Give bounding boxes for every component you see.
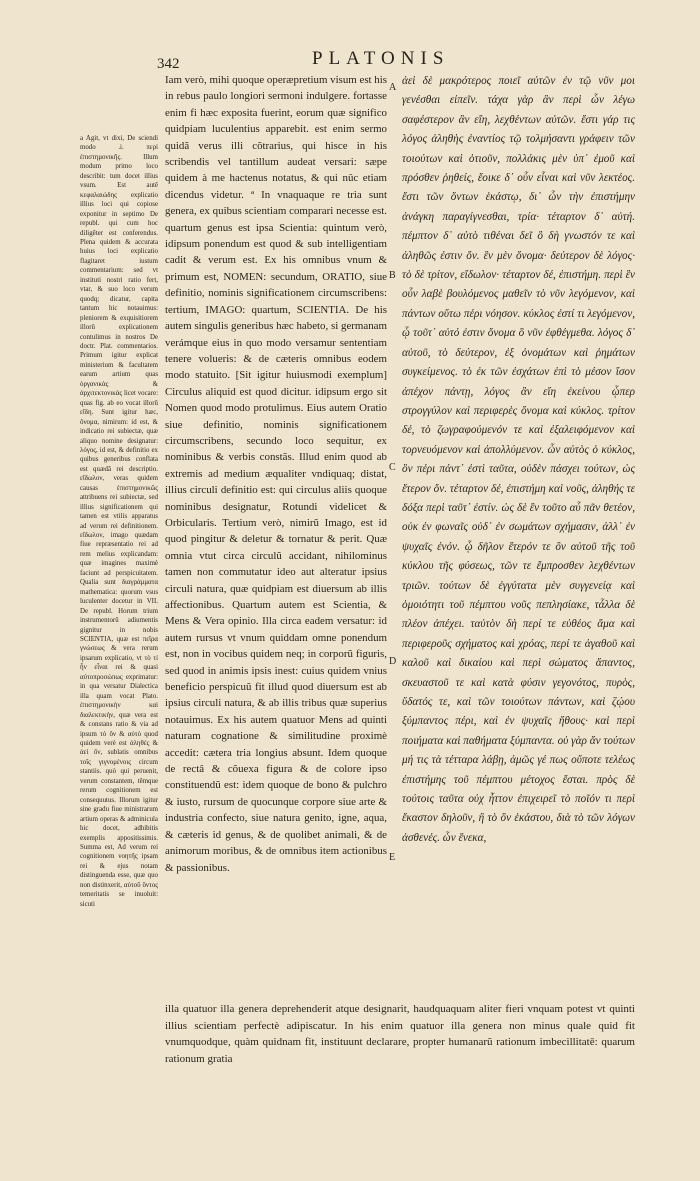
margin-note-text: a Agit, vt dixi, De sciendi modo .i. περὶ ἐπιστημονικῆς. Illum modum primo loco describit: tum docet illius vsum. Est autē κεφαλαιώδης explicatio illius loci qui copiose exponitur in septimo De republ. qui cum hoc diligēter est conferendus. Plena quidem & accurata huius loci explicatio flagitaret iustum commentarium: sed vt instituti nostri ratio fert, vtar, & suo loco verum quodq; dicatur, capita tantum hic notauimus: pleniorem & exquisitiorem illorũ explicationem contulimus in nostros De doctr. Plat. commentarios. Primum igitur explicat ministerium & facultatem earum artium quas ὀργανικὰς & ἀρχιτεκτονικὰς licet vocare: quas fig. ab eo vocat illorũ εἴδη. Sunt igitur hæc, ὄνομα, nimirum: id est, & indicatio rei subiectæ, quæ aliquo nomine designatur: λόγος, id est, & definitio ex quibus generibus conflata est quædā rei descriptio. εἴδωλον, veras quidem causas ἐπιστημονικῶς attribuens rei subiectæ, sed illius significationem qui tamen est vtilis apparatus ad verum rei definitionem. εἴδωλον, imago quædam fiue repræsentatio rei ad rem melius explicandam: quæ imagines maximè faciunt ad perspicuitatem. Qualia sunt διαγράμματα mathematica: quorum vsus luculenter docetur in VII. De republ. Horum trium instrumentorũ adiumentis gignitur in nobis SCIENTIA, quæ est πεῖρα γνώσεως & vera rerum ipsarum explicatio, vt τὸ τί ἦν εἶναι rei & quasi αὐτοπροσώπως exprimatur: in qua versatur Dialectica illa quam vocat Plato. ἐπιστημονικὴν καὶ διαλεκτικήν, quæ vera est & constans ratio & via ad ipsum τὸ ὄν & αὐτὸ quod quidem verè est ἀληθὲς & ἀεὶ ὂν, sublatis omnibus τοῖς γιγνομένοις circum stantiis. quò qui peruenit, verum constantem, tēmque rerum cognitionem est consequutus. Illorum igitur sine gradu fiue ministrarum artium operas & adminicula hic docet, adhibitis exemplis appositissimis. Summa est, Ad verum rei cognitionem νοητῆς ipsam rei & ejus notam distinguenda esse, quæ quo non distinxerit, αὐτοῦ ὄντος temeritatis se inuoluit: sicuti (80, 135, 158, 908)
section-marker-b: B (389, 270, 396, 281)
bottom-text-block (165, 1001, 635, 1068)
greek-text: ἀεὶ δὲ μακρότερος ποιεῖ αὐτῶν ἐν τῷ νῦν μοι γενέσθαι εἰπεῖν. τάχα γὰρ ἂν περὶ ὧν λέγω σαφέστερον ἂν εἴη, λεχθέντων αὐτῶν. ἔστι γάρ τις λόγος ἀληθὴς ἐναντίος τῷ τολμήσαντι γράφειν τῶν τοιούτων καὶ ὁτιοῦν, πολλάκις μὲν ὑπ᾽ ἐμοῦ καὶ πρόσθεν ῥηθείς, ἔοικε δ᾽ οὖν εἶναι καὶ νῦν λεκτέος. ἔστι τῶν ὄντων ἑκάστῳ, δι᾽ ὧν τὴν ἐπιστήμην ἀνάγκη παραγίγνεσθαι, τρία· τέταρτον δ᾽ αὐτή. πέμπτον δ᾽ αὐτὸ τιθέναι δεῖ ὃ δὴ γνωστόν τε καὶ ἀληθῶς ἐστιν ὄν. ἓν μὲν ὄνομα· δεύτερον δὲ λόγος· τὸ δὲ τρίτον, εἴδωλον· τέταρτον δέ, ἐπιστήμη. περὶ ἓν οὖν λαβὲ βουλόμενος μαθεῖν τὸ νῦν λεγόμενον, καὶ πάντων οὕτω πέρι νόησον. κύκλος ἐστί τι λεγόμενον, ᾧ τοῦτ᾽ αὐτό ἐστιν ὄνομα ὃ νῦν ἐφθέγμεθα. λόγος δ᾽ αὐτοῦ, τὸ δεύτερον, ἐξ ὀνομάτων καὶ ῥημάτων συγκείμενος. τὸ ἐκ τῶν ἐσχάτων ἐπὶ τὸ μέσον ἴσον ἀπέχον πάντῃ, λόγος ἂν εἴη ἐκείνου ᾧπερ στρογγύλον καὶ περιφερὲς ὄνομα καὶ κύκλος. τρίτον δέ, τὸ ζωγραφούμενόν τε καὶ ἐξαλειφόμενον καὶ τορνευόμενον καὶ ἀπολλύμενον. ὧν αὐτὸς ὁ κύκλος, ὃν πέρι πάντ᾽ ἐστὶ ταῦτα, οὐδὲν πάσχει τούτων, ὡς ἕτερον ὄν. τέταρτον δέ, ἐπιστήμη καὶ νοῦς, ἀληθής τε δόξα περὶ ταῦτ᾽ ἐστίν. ὡς δὲ ἓν τοῦτο αὖ πᾶν θετέον, οὐκ ἐν φωναῖς οὐδ᾽ ἐν σωμάτων σχήμασιν, ἀλλ᾽ ἐν ψυχαῖς ἐνόν. ᾧ δῆλον ἕτερόν τε ὂν αὐτοῦ τῆς τοῦ κύκλου τῆς φύσεως, τῶν τε ἔμπροσθεν λεχθέντων τριῶν. τούτων δὲ ἐγγύτατα μὲν συγγενείᾳ καὶ ὁμοιότητι τοῦ πέμπτου νοῦς πεπλησίακε, τἆλλα δὲ πλέον ἀπέχει. ταὐτὸν δὴ περί τε εὐθέος ἅμα καὶ περιφεροῦς σχήματος καὶ χρόας, περί τε ἀγαθοῦ καὶ καλοῦ καὶ δικαίου καὶ περὶ σώματος ἅπαντος, σκευαστοῦ τε καὶ κατὰ φύσιν γεγονότος, πυρὸς, ὕδατός τε, καὶ τῶν τοιούτων πάντων, καὶ ζῴου ξύμπαντος πέρι, καὶ ἐν ψυχαῖς ἤθους· καὶ περὶ ποιήματα καὶ παθήματα ξύμπαντα. οὐ γὰρ ἄν τούτων μή τις τὰ τέτταρα λάβῃ, ἀμῶς γέ πως οὔποτε τελέως ἐπιστήμης τοῦ πέμπτου μέτοχος ἔσται. πρὸς δὲ τούτοις ταῦτα οὐχ ἧττον ἐπιχειρεῖ τὸ ποῖόν τι περὶ ἕκαστον δηλοῦν, ἢ τὸ ὂν ἑκάστου, διὰ τὸ τῶν λόγων ἀσθενές. ὧν ἕνεκα, (402, 75, 635, 844)
latin-column (165, 72, 387, 876)
section-marker-d: D (389, 656, 397, 667)
margin-notes (80, 134, 158, 909)
section-marker-c: C (389, 462, 396, 473)
bottom-text: illa quatuor illa genera deprehenderit atque designarit, haudquaquam aliter fieri vnquam potest vt quinti illius scientiam perfectè adipiscatur. In his enim quatuor illa genera non minus quale quid fit vnumquodque, quàm quidnam fit, instituunt declarare, propter humanarũ rationum imbecillitatē: quarum rationum gratia (165, 1003, 635, 1066)
running-head: PLATONIS (312, 48, 450, 69)
greek-column (402, 72, 635, 848)
latin-text: Iam verò, mihi quoque operæpretium visum est his in rebus paulo longiori sermoni indulgere. fortasse enim fi hæc exposita fuerint, eorum quæ significo quidpiam luculentius apparebit. est enim sermo quidã verus illi cõtrarius, qui hisce in his scribendis vel tantillum audeat versari: sæpe quidem à me hactenus notatus, & qui nûc etiam dicendus videtur. ª In vnaquaque re tria sunt genera, ex quibus scientiam comparari necesse est. quartum genus est ipsa Scientia: quintum verò, idipsum ponendum est quod & sub intelligentiam cadit & verum est. Ex his omnibus vnum & primum est, NOMEN: secundum, ORATIO, siue definitio, nominis significationem circumscribens: tertium, IMAGO: quartum, SCIENTIA. De his autem singulis generibus hæc habeto, si germanam verámque eius in quo modo versamur sententiam tenere volueris: & de cæteris omnibus eodem modo statuito. [Sit igitur huiusmodi exemplum] Circulus aliquid est quod dicitur. idipsum ergo sit Nomen quod modo protulimus. Eius autem Oratio siue definitio, nominis significationem circumscribens, secundo loco sequitur, ex nominibus & verbis constãs. Illud enim quod ab extremis ad medium æqualiter vndiquaq; distat, illius circuli definitio est: qui circulus aliis quoque nominibus designatur, Rotundi videlicet & Orbicularis. Tertium verò, nimirũ Imago, est id quod pingitur & deletur & tornatur & perit. Quæ omnia vtut circa circulũ accidant, nihilominus tamen non commutatur ideo aut alteratur ipsius circuli natura, quæ quidpiam est diuersum ab illis affectionibus. Quartum autem est Scientia, & Mens & Vera opinio. Illa circa eadem versatur: id autem rursus vt vnum quiddam omne ponendum est, non in vocibus quidem neq; in corporũ figuris, sed quod in animis ipsis inest: cuius quidem vnius beneficio perspicuũ fit illud quod diuersum est ab ipsius circuli natura, & ab illis tribus quæ superius notauimus. Ex his autem quatuor Mens ad quinti naturam cognatione & similitudine proximè accedit: cætera tria longius absunt. Idem quoque de rectâ & cõuexa figura & de colore ipso constituendũ est: idem quoque de bono & pulchro & iusto, rursum de quocunque corpore siue arte & industria confecto, siue natura genito, igne, aqua, & cæteris id genus, & de quolibet animali, & de animorum moribus, & de omnibus item actionibus & passionibus. (165, 74, 388, 874)
section-marker-a: A (389, 82, 397, 93)
page-number: 342 (157, 56, 180, 72)
section-marker-e: E (389, 852, 396, 863)
